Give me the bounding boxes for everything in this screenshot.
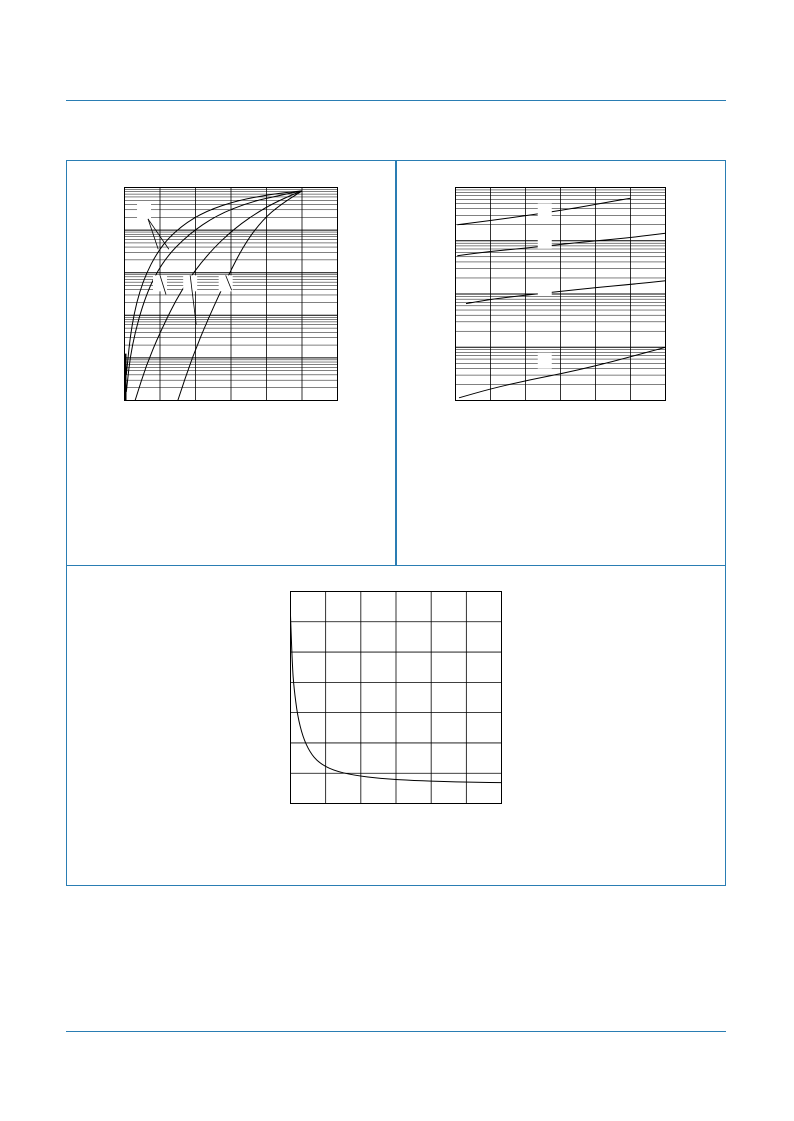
header-rule: [66, 100, 726, 101]
grid: [456, 188, 666, 401]
annotation-box-2: [153, 275, 167, 291]
chart-panel-3: [290, 591, 502, 804]
chart-2: [455, 187, 666, 401]
annotation-box-4: [538, 353, 552, 369]
annotation-box-1: [137, 203, 151, 219]
chart-panel-1: [124, 187, 338, 401]
annotation-box-4: [219, 275, 233, 291]
footer-rule: [66, 1031, 726, 1032]
annotation-box-1: [538, 203, 552, 219]
chart-1: [124, 187, 338, 401]
series-line-4: [459, 347, 666, 398]
grid: [291, 592, 502, 804]
grid: [125, 188, 338, 401]
annotation-box-2: [538, 233, 552, 249]
series-line-1: [126, 191, 302, 375]
chart-panel-2: [455, 187, 666, 401]
chart-3: [290, 591, 502, 804]
series-line-3: [466, 281, 666, 304]
annotation-box-3: [538, 280, 552, 296]
series-line-4: [178, 191, 302, 401]
